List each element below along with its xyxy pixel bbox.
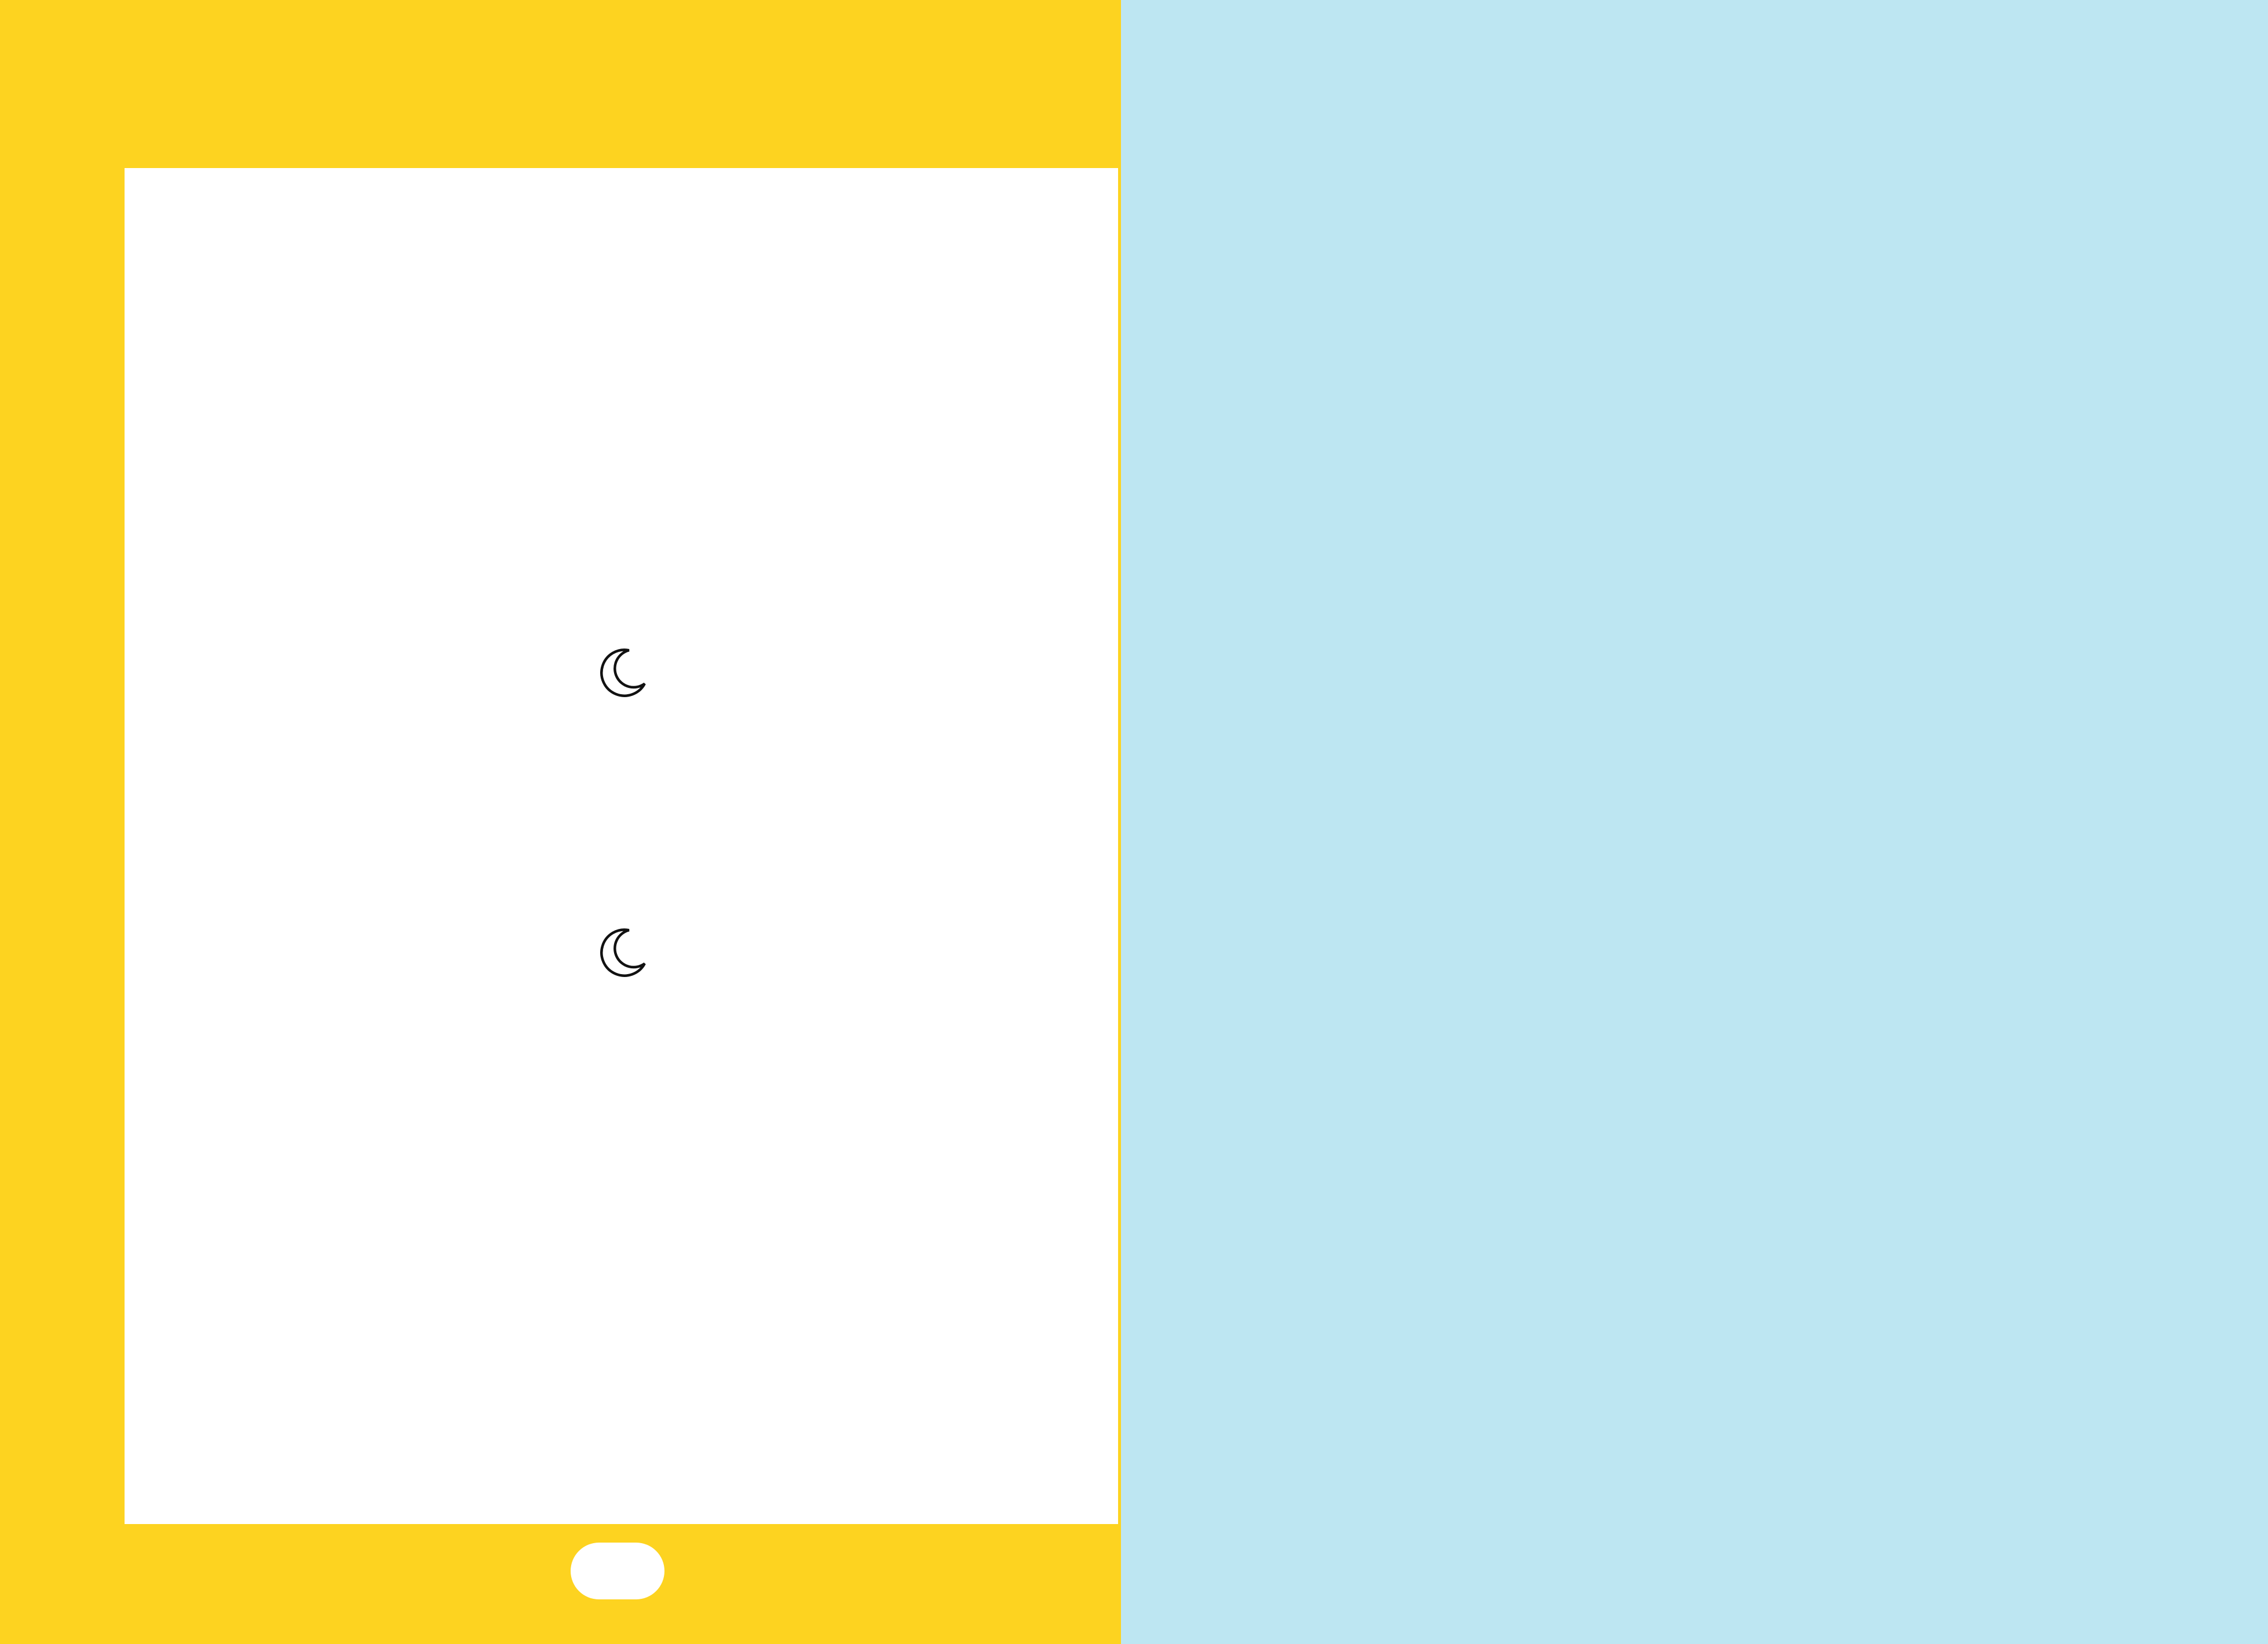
page-number bbox=[571, 1543, 664, 1599]
left-page bbox=[0, 0, 1121, 1644]
crescent-moon-icon bbox=[597, 926, 649, 978]
poem-panel bbox=[125, 168, 1118, 1524]
crescent-moon-icon bbox=[597, 646, 649, 698]
right-page bbox=[1121, 0, 2268, 1644]
